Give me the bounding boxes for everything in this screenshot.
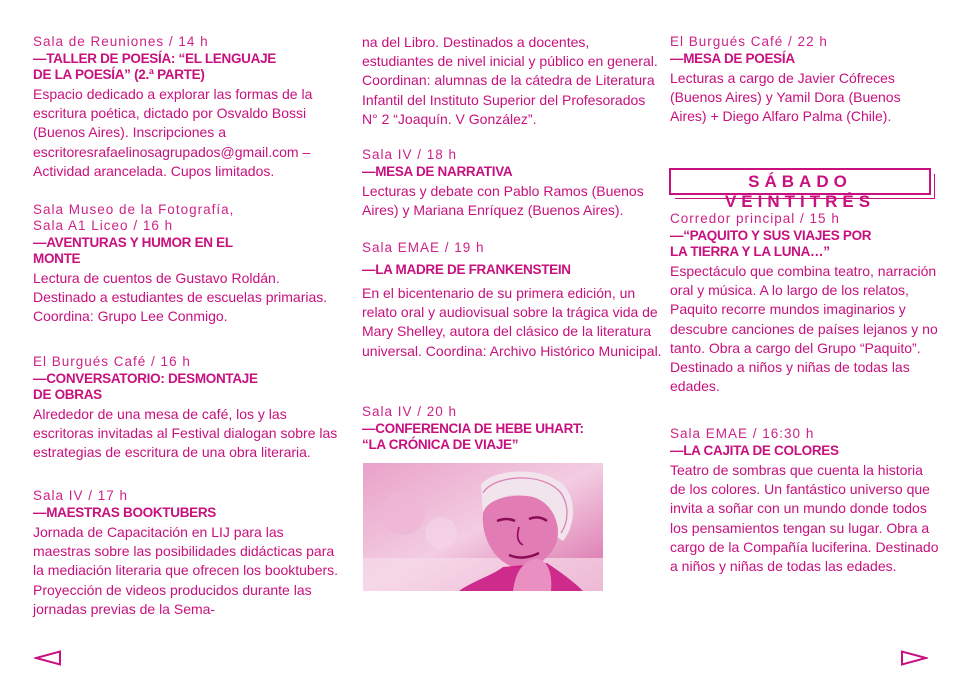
- portrait-photo: [363, 463, 603, 591]
- arrow-left-icon[interactable]: [34, 650, 62, 666]
- event-description: Jornada de Capacitación en LIJ para las maestras sobre las posibilidades didácticas para la mediación literaria que ofrecen los booktubers. Proyección de videos producidos durante las jornadas previas de la Sema-: [33, 524, 339, 617]
- day-header: [669, 168, 931, 211]
- event-description: Lecturas y debate con Pablo Ramos (Buenos Aires) y Mariana Enríquez (Buenos Aires).: [362, 183, 644, 219]
- event-location: Corredor principal / 15 h: [670, 211, 840, 226]
- event-location: El Burgués Café / 22 h: [670, 34, 828, 49]
- event-title: —MESA DE POESÍA: [670, 51, 795, 66]
- event-description: na del Libro. Destinados a docentes, estudiantes de nivel inicial y público en general. Coordinan: alumnas de la cátedra de Literatura Infantil del Instituto Superior del Profesorados N° 2 “Joaquín. V González”.: [362, 34, 658, 127]
- event-title: —“PAQUITO Y SUS VIAJES POR LA TIERRA Y LA LUNA…”: [670, 228, 872, 259]
- event-title: —TALLER DE POESÍA: “EL LENGUAJE DE LA POESÍA” (2.ª PARTE): [33, 51, 276, 82]
- arrow-right-icon[interactable]: [900, 650, 928, 666]
- event-taller-poesia: [33, 34, 345, 181]
- event-mesa-poesia: [670, 34, 940, 127]
- event-aventuras-humor: [33, 202, 345, 327]
- event-location: Sala IV / 17 h: [33, 488, 129, 503]
- event-conferencia-hebe-uhart: [362, 404, 662, 453]
- event-description: Lecturas a cargo de Javier Cófreces (Buenos Aires) y Yamil Dora (Buenos Aires) + Diego Alfaro Palma (Chile).: [670, 70, 901, 125]
- event-location: Sala IV / 20 h: [362, 404, 458, 419]
- event-title: —MAESTRAS BOOKTUBERS: [33, 505, 217, 520]
- event-paquito: [670, 211, 940, 396]
- event-location: El Burgués Café / 16 h: [33, 354, 191, 369]
- event-description: En el bicentenario de su primera edición, un relato oral y audiovisual sobre la trágica vida de Mary Shelley, autora del clásico de la literatura universal. Coordina: Archivo Histórico Municipal.: [362, 285, 662, 359]
- event-title: —MESA DE NARRATIVA: [362, 164, 513, 179]
- event-location: Sala EMAE / 19 h: [362, 240, 485, 255]
- event-description: Lectura de cuentos de Gustavo Roldán. Destinado a estudiantes de escuelas primarias. Coordina: Grupo Lee Conmigo.: [33, 270, 328, 325]
- event-cajita-colores: [670, 426, 940, 576]
- event-location: Sala Museo de la Fotografía, Sala A1 Liceo / 16 h: [33, 202, 235, 233]
- event-location: Sala IV / 18 h: [362, 147, 458, 162]
- event-maestras-booktubers: [33, 488, 345, 619]
- event-title: —LA MADRE DE FRANKENSTEIN: [362, 262, 571, 277]
- event-title: —CONVERSATORIO: DESMONTAJE DE OBRAS: [33, 371, 258, 402]
- event-title: —AVENTURAS Y HUMOR EN EL MONTE: [33, 235, 233, 266]
- event-location: Sala de Reuniones / 14 h: [33, 34, 209, 49]
- event-title: —CONFERENCIA DE HEBE UHART: “LA CRÓNICA DE VIAJE”: [362, 421, 584, 452]
- event-location: Sala EMAE / 16:30 h: [670, 426, 815, 441]
- event-description: Alrededor de una mesa de café, los y las escritoras invitadas al Festival dialogan sobre las estrategias de escritura de una obra literaria.: [33, 406, 338, 461]
- event-description: Teatro de sombras que cuenta la historia de los colores. Un fantástico universo que invita a soñar con un mundo donde todos los pensamientos tengan su lugar. Obra a cargo de la Compañía luciferina. Destinado a niños y niñas de todas las edades.: [670, 462, 939, 575]
- event-conversatorio: [33, 354, 345, 463]
- day-header-label: SÁBADO VEINTITRÉS: [724, 172, 876, 211]
- event-madre-frankenstein: [362, 240, 662, 361]
- event-continuation: [362, 33, 662, 129]
- event-mesa-narrativa: [362, 147, 662, 220]
- event-description: Espectáculo que combina teatro, narración oral y música. A lo largo de los relatos, Paquito recorre mundos imaginarios y descubre canciones de países lejanos y no tanto. Obra a cargo del Grupo “Paquito”. Destinado a niños y niñas de todas las edades.: [670, 263, 938, 395]
- event-description: Espacio dedicado a explorar las formas de la escritura poética, dictado por Osvaldo Bossi (Buenos Aires). Inscripciones a escritoresrafaelinosagrupados@gmail.com – Actividad arancelada. Cupos limitados.: [33, 86, 313, 179]
- event-title: —LA CAJITA DE COLORES: [670, 443, 839, 458]
